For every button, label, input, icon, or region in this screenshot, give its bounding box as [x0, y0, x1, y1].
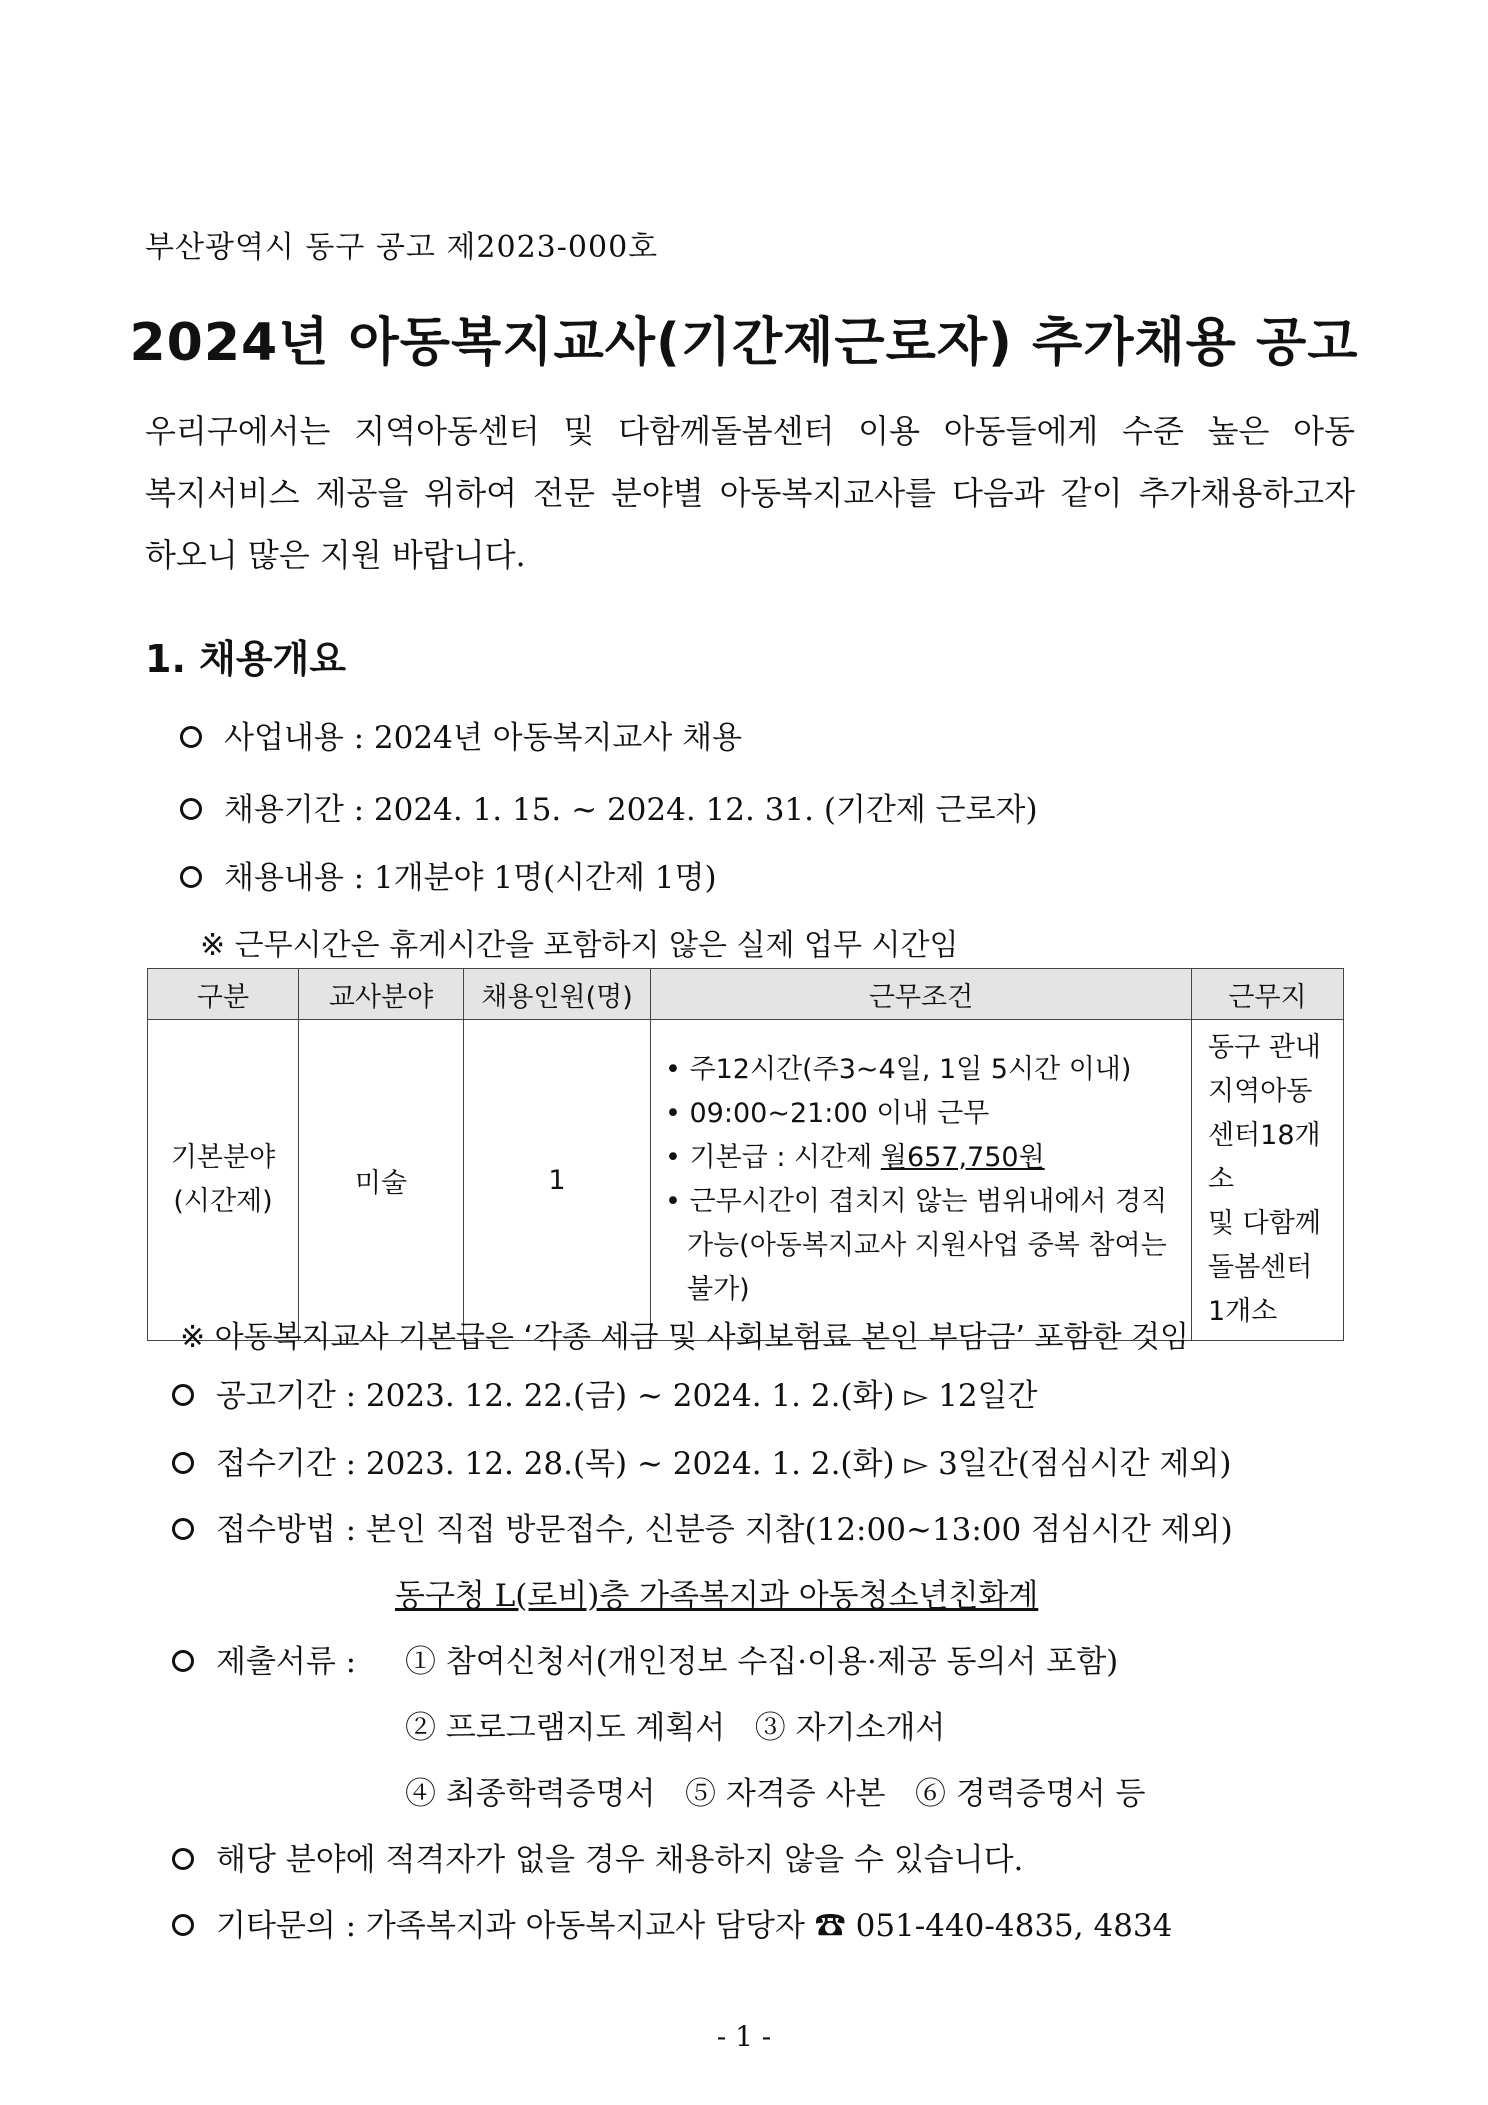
document-number: 부산광역시 동구 공고 제2023-000호	[145, 230, 659, 265]
receipt-period-item	[172, 1438, 1231, 1483]
receipt-method-text: 접수방법 : 본인 직접 방문접수, 신분증 지참(12:00~13:00 점심시간 제외)	[216, 1512, 1233, 1548]
header-workplace: 근무지	[1192, 969, 1344, 1020]
workplace-line: 1개소	[1208, 1296, 1278, 1327]
cell-conditions	[651, 1020, 1192, 1341]
condition-salary	[665, 1136, 1181, 1180]
intro-line: 하오니 많은 지원 바랍니다.	[145, 536, 526, 574]
salary-note: ※ 아동복지교사 기본급은 ‘각종 세금 및 사회보험료 본인 부담금’ 포함한 것임	[180, 1320, 1189, 1355]
cell-category	[148, 1020, 299, 1341]
workplace-line: 센터18개소	[1208, 1120, 1321, 1195]
cell-count: 1	[464, 1020, 651, 1341]
documents-line: ① 참여신청서(개인정보 수집·이용·제공 동의서 포함)	[405, 1644, 1119, 1680]
intro-paragraph	[145, 400, 1355, 586]
circle-bullet-icon	[172, 1650, 194, 1672]
salary-label: • 기본급 : 시간제	[665, 1142, 881, 1173]
category-line: 기본분야	[170, 1142, 276, 1173]
period-item	[180, 784, 1038, 829]
receipt-method-item	[172, 1504, 1233, 1549]
cell-workplace	[1192, 1020, 1344, 1341]
documents-line: ④ 최종학력증명서 ⑤ 자격증 사본 ⑥ 경력증명서 등	[405, 1776, 1146, 1812]
circle-bullet-icon	[172, 1518, 194, 1540]
table-header-row	[148, 969, 1344, 1020]
workplace-line: 및 다함께	[1208, 1208, 1321, 1239]
business-text: 사업내용 : 2024년 아동복지교사 채용	[224, 720, 743, 756]
receipt-place: 동구청 L(로비)층 가족복지과 아동청소년친화계	[395, 1578, 1039, 1614]
cell-field: 미술	[299, 1020, 464, 1341]
circle-bullet-icon	[172, 1914, 194, 1936]
circle-bullet-icon	[172, 1452, 194, 1474]
no-hire-text: 해당 분야에 적격자가 없을 경우 채용하지 않을 수 있습니다.	[216, 1842, 1024, 1878]
category-line: (시간제)	[173, 1186, 273, 1217]
header-conditions: 근무조건	[651, 969, 1192, 1020]
notice-period-text: 공고기간 : 2023. 12. 22.(금) ~ 2024. 1. 2.(화) ▻ 12일간	[216, 1378, 1038, 1414]
circle-bullet-icon	[172, 1848, 194, 1870]
intro-line: 우리구에서는 지역아동센터 및 다함께돌봄센터 이용 아동들에게 수준 높은 아동	[145, 412, 1355, 450]
salary-amount: 월657,750원	[880, 1142, 1045, 1173]
section-heading-overview: 1. 채용개요	[145, 637, 346, 681]
condition-time: • 09:00~21:00 이내 근무	[665, 1098, 990, 1129]
table-row	[148, 1020, 1344, 1341]
workplace-line: 동구 관내	[1208, 1032, 1321, 1063]
documents-line: ② 프로그램지도 계획서 ③ 자기소개서	[405, 1710, 946, 1746]
workplace-line: 돌봄센터	[1208, 1252, 1313, 1283]
work-hours-note: ※ 근무시간은 휴게시간을 포함하지 않은 실제 업무 시간임	[200, 928, 959, 963]
content-text: 채용내용 : 1개분야 1명(시간제 1명)	[224, 860, 717, 896]
condition-hours: • 주12시간(주3~4일, 1일 5시간 이내)	[665, 1054, 1132, 1085]
circle-bullet-icon	[180, 866, 202, 888]
recruitment-table	[147, 968, 1344, 1341]
workplace-line: 지역아동	[1208, 1076, 1313, 1107]
no-hire-item	[172, 1834, 1023, 1879]
documents-label: 제출서류 :	[216, 1644, 357, 1680]
circle-bullet-icon	[172, 1384, 194, 1406]
receipt-period-text: 접수기간 : 2023. 12. 28.(목) ~ 2024. 1. 2.(화) ▻ 3일간(점심시간 제외)	[216, 1446, 1232, 1482]
circle-bullet-icon	[180, 798, 202, 820]
notice-period-item	[172, 1370, 1037, 1415]
circle-bullet-icon	[180, 726, 202, 748]
inquiry-item	[172, 1900, 1172, 1945]
inquiry-text: 기타문의 : 가족복지과 아동복지교사 담당자 ☎ 051-440-4835, 4834	[216, 1908, 1173, 1944]
page-number: - 1 -	[716, 2020, 772, 2053]
business-item	[180, 712, 742, 757]
header-category: 구분	[148, 969, 299, 1020]
page-title: 2024년 아동복지교사(기간제근로자) 추가채용 공고	[129, 313, 1359, 373]
documents-item	[172, 1636, 356, 1681]
header-field: 교사분야	[299, 969, 464, 1020]
condition-side-job: • 근무시간이 겹치지 않는 범위내에서 경직 가능(아동복지교사 지원사업 중복 참여는 불가)	[665, 1186, 1168, 1305]
content-item	[180, 852, 717, 897]
period-text: 채용기간 : 2024. 1. 15. ~ 2024. 12. 31. (기간제 근로자)	[224, 792, 1038, 828]
intro-line: 복지서비스 제공을 위하여 전문 분야별 아동복지교사를 다음과 같이 추가채용하고자	[145, 474, 1355, 512]
header-count: 채용인원(명)	[464, 969, 651, 1020]
